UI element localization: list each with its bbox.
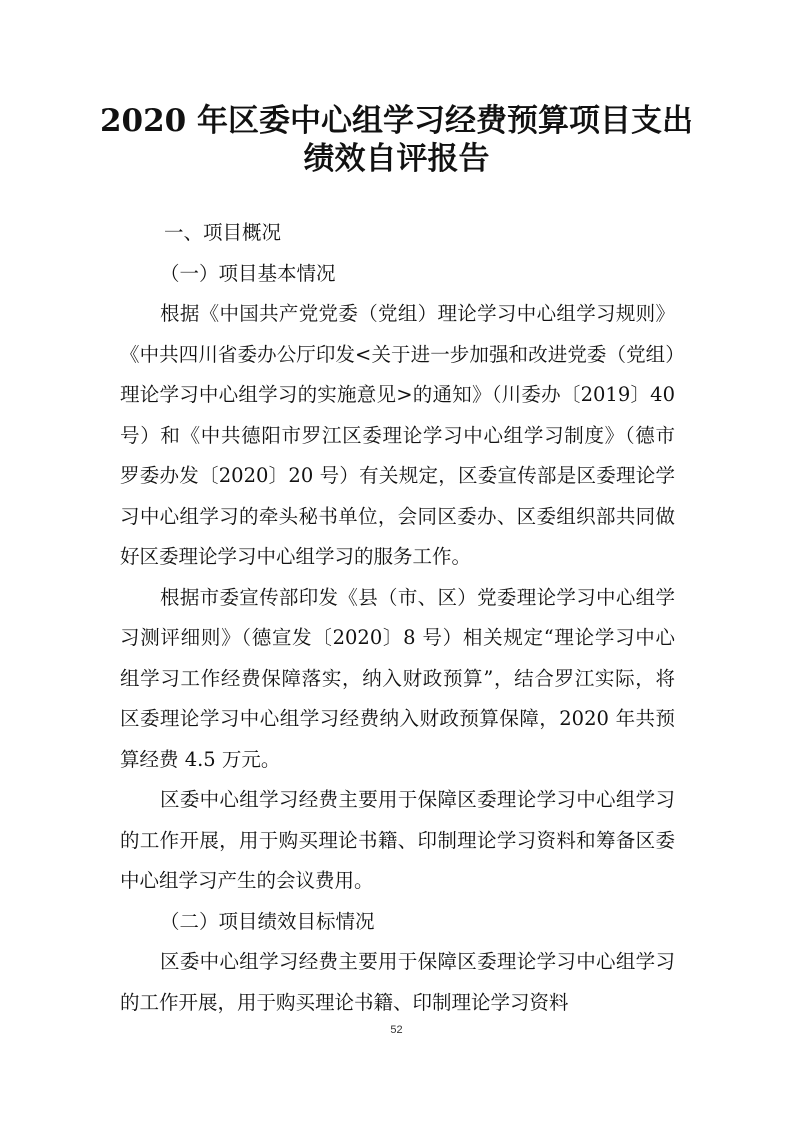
paragraph-regulations: 根据《中国共产党党委（党组）理论学习中心组学习规则》《中共四川省委办公厅印发<关于进一步加强和改进党委（党组）理论学习中心组学习的实施意见>的通知》（川委办〔2019〕40 号）和《中共德阳市罗江区委理论学习中心组学习制度》（德市罗委办发〔2020〕20 号）有关规定，区委宣传部是区委理论学习中心组学习的牵头秘书单位，会同区委办、区委组织部共同做好区委理论学习中心组学习的服务工作。 <box>120 302 675 568</box>
paragraph-usage: 区委中心组学习经费主要用于保障区委理论学习中心组学习的工作开展，用于购买理论书籍、印制理论学习资料和筹备区委中心组学习产生的会议费用。 <box>120 788 675 892</box>
report-title-line-1: 2020 年区委中心组学习经费预算项目支出 <box>99 103 694 139</box>
paragraph-performance-goals: 区委中心组学习经费主要用于保障区委理论学习中心组学习的工作开展，用于购买理论书籍、印制理论学习资料 <box>120 950 675 1014</box>
subsection-heading-basic-info: （一）项目基本情况 <box>160 261 336 285</box>
report-title-line-2: 绩效自评报告 <box>303 141 490 177</box>
section-heading-project-overview: 一、项目概况 <box>164 221 282 244</box>
report-body <box>120 213 675 1023</box>
page-number: 52 <box>390 1024 403 1036</box>
paragraph-budget: 根据市委宣传部印发《县（市、区）党委理论学习中心组学习测评细则》（德宣发〔2020〕8 号）相关规定“理论学习中心组学习工作经费保障落实，纳入财政预算”，结合罗江实际，将区委理论学习中心组学习经费纳入财政预算保障，2020 年共预算经费 4.5 万元。 <box>120 585 675 771</box>
subsection-heading-performance-goals: （二）项目绩效目标情况 <box>160 909 375 933</box>
